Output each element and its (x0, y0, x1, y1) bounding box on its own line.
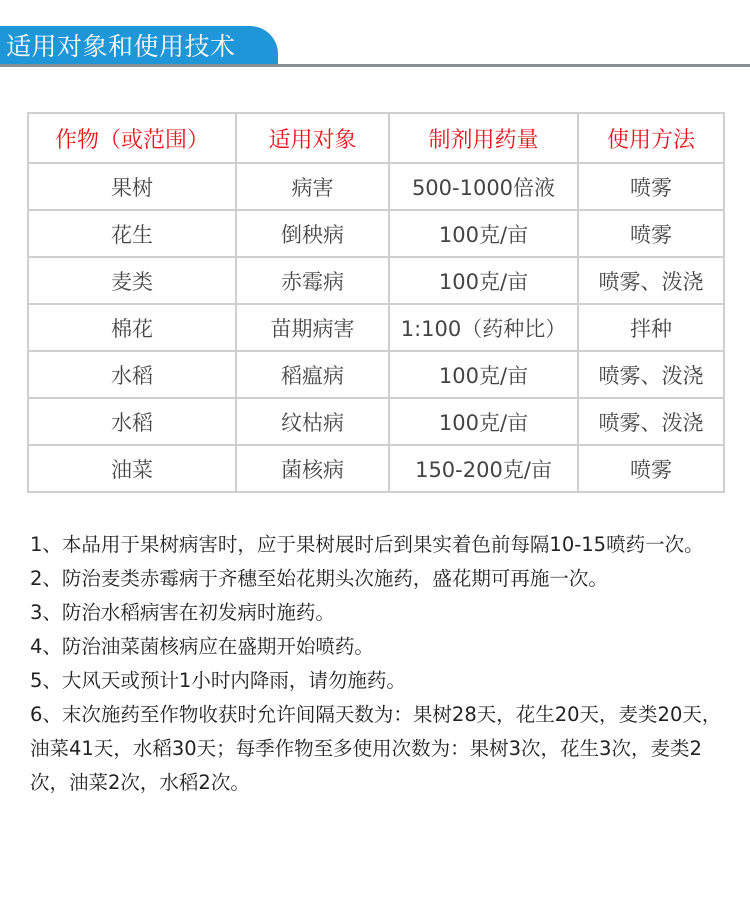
cell-target: 病害 (236, 163, 389, 210)
cell-target: 苗期病害 (236, 304, 389, 351)
cell-target: 赤霉病 (236, 257, 389, 304)
usage-notes (30, 528, 730, 800)
cell-target: 倒秧病 (236, 210, 389, 257)
cell-dosage: 500-1000倍液 (389, 163, 578, 210)
header-method: 使用方法 (578, 113, 724, 163)
cell-crop: 麦类 (28, 257, 236, 304)
cell-crop: 油菜 (28, 445, 236, 492)
usage-table (27, 112, 725, 493)
cell-method: 喷雾、泼浇 (578, 398, 724, 445)
cell-crop: 果树 (28, 163, 236, 210)
cell-dosage: 1:100（药种比） (389, 304, 578, 351)
cell-crop: 水稻 (28, 351, 236, 398)
cell-dosage: 100克/亩 (389, 257, 578, 304)
note-item: 3、防治水稻病害在初发病时施药。 (30, 601, 335, 624)
cell-crop: 花生 (28, 210, 236, 257)
table-header-row (28, 113, 724, 163)
header-divider (0, 64, 750, 67)
table-row (28, 304, 724, 351)
cell-crop: 棉花 (28, 304, 236, 351)
header-crop: 作物（或范围） (28, 113, 236, 163)
table-row (28, 351, 724, 398)
section-header (0, 26, 750, 68)
table-row (28, 398, 724, 445)
cell-method: 喷雾 (578, 210, 724, 257)
header-dosage: 制剂用药量 (389, 113, 578, 163)
note-item: 6、末次施药至作物收获时允许间隔天数为：果树28天，花生20天，麦类20天，油菜41天，水稻30天；每季作物至多使用次数为：果树3次，花生3次，麦类2次，油菜2次，水稻2次。 (30, 703, 722, 794)
cell-dosage: 150-200克/亩 (389, 445, 578, 492)
cell-method: 喷雾、泼浇 (578, 257, 724, 304)
table-row (28, 257, 724, 304)
section-title: 适用对象和使用技术 (6, 32, 236, 61)
cell-method: 喷雾、泼浇 (578, 351, 724, 398)
cell-method: 喷雾 (578, 163, 724, 210)
table-row (28, 210, 724, 257)
note-item: 5、大风天或预计1小时内降雨，请勿施药。 (30, 669, 406, 692)
cell-dosage: 100克/亩 (389, 210, 578, 257)
note-item: 1、本品用于果树病害时，应于果树展时后到果实着色前每隔10-15喷药一次。 (30, 533, 704, 556)
cell-method: 拌种 (578, 304, 724, 351)
section-header-tab (0, 26, 278, 66)
cell-target: 纹枯病 (236, 398, 389, 445)
cell-target: 菌核病 (236, 445, 389, 492)
note-item: 4、防治油菜菌核病应在盛期开始喷药。 (30, 635, 374, 658)
table-row (28, 445, 724, 492)
cell-dosage: 100克/亩 (389, 398, 578, 445)
cell-target: 稻瘟病 (236, 351, 389, 398)
cell-crop: 水稻 (28, 398, 236, 445)
cell-dosage: 100克/亩 (389, 351, 578, 398)
cell-method: 喷雾 (578, 445, 724, 492)
table-row (28, 163, 724, 210)
header-target: 适用对象 (236, 113, 389, 163)
note-item: 2、防治麦类赤霉病于齐穗至始花期头次施药，盛花期可再施一次。 (30, 567, 608, 590)
